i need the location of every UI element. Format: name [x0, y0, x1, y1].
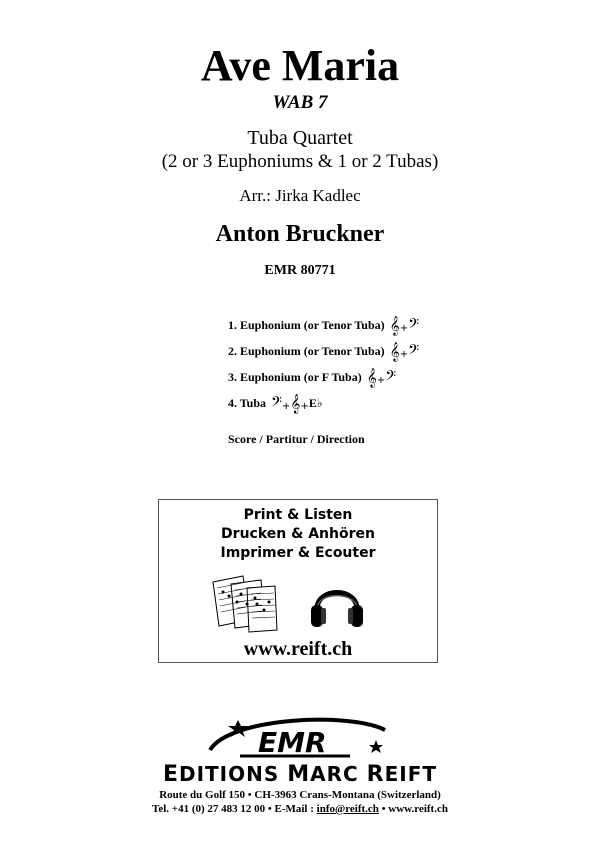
part-item: 2. Euphonium (or Tenor Tuba) 𝄞+𝄢	[228, 342, 420, 362]
catalog-number: EMR 80771	[264, 263, 336, 278]
bass-clef-icon: 𝄢	[408, 316, 420, 336]
treble-clef-icon: 𝄞	[389, 342, 400, 362]
promo-line-3: Imprimer & Ecouter	[220, 545, 376, 561]
emr-logo	[200, 712, 400, 762]
part-label: 4. Tuba	[228, 396, 267, 410]
promo-url-link[interactable]: www.reift.ch	[243, 638, 353, 660]
publisher-address: Route du Golf 150 • CH-3963 Crans-Montana (Switzerland)	[159, 789, 441, 801]
bass-clef-icon: 𝄢	[408, 342, 420, 362]
headphones-icon	[309, 575, 365, 633]
sheet-music-icon	[209, 574, 281, 634]
score-label: Score / Partitur / Direction	[228, 432, 365, 446]
svg-text:EMR: EMR	[258, 726, 327, 759]
email-link[interactable]: info@reift.ch	[316, 803, 379, 815]
treble-clef-icon: 𝄞	[366, 368, 377, 388]
publisher-contact: Tel. +41 (0) 27 483 12 00 • E-Mail : info@reift.ch • www.reift.ch	[152, 803, 448, 815]
title: Ave Maria	[200, 41, 400, 90]
part-label: 3. Euphonium (or F Tuba)	[228, 370, 362, 384]
subtitle: WAB 7	[272, 92, 328, 113]
instrumentation-line-2: (2 or 3 Euphoniums & 1 or 2 Tubas)	[161, 151, 439, 172]
part-label: 2. Euphonium (or Tenor Tuba)	[228, 344, 385, 358]
promo-line-1: Print & Listen	[243, 507, 353, 523]
promo-line-2: Drucken & Anhören	[221, 526, 375, 542]
composer: Anton Bruckner	[215, 221, 385, 247]
publisher-name: EDITIONS MARC REIFT	[162, 762, 438, 787]
instrumentation-line-1: Tuba Quartet	[247, 127, 353, 149]
arranger: Arr.: Jirka Kadlec	[239, 186, 361, 205]
part-key-suffix: E♭	[308, 396, 323, 410]
bass-clef-icon: 𝄢	[271, 394, 282, 414]
part-item: 3. Euphonium (or F Tuba) 𝄞+𝄢	[228, 368, 397, 388]
treble-clef-icon: 𝄞	[290, 394, 301, 414]
bass-clef-icon: 𝄢	[385, 368, 397, 388]
part-item: 1. Euphonium (or Tenor Tuba) 𝄞+𝄢	[228, 316, 420, 336]
treble-clef-icon: 𝄞	[389, 316, 400, 336]
promo-box	[158, 499, 438, 663]
part-label: 1. Euphonium (or Tenor Tuba)	[228, 318, 385, 332]
part-item: 4. Tuba 𝄢+𝄞+E♭	[228, 394, 323, 414]
